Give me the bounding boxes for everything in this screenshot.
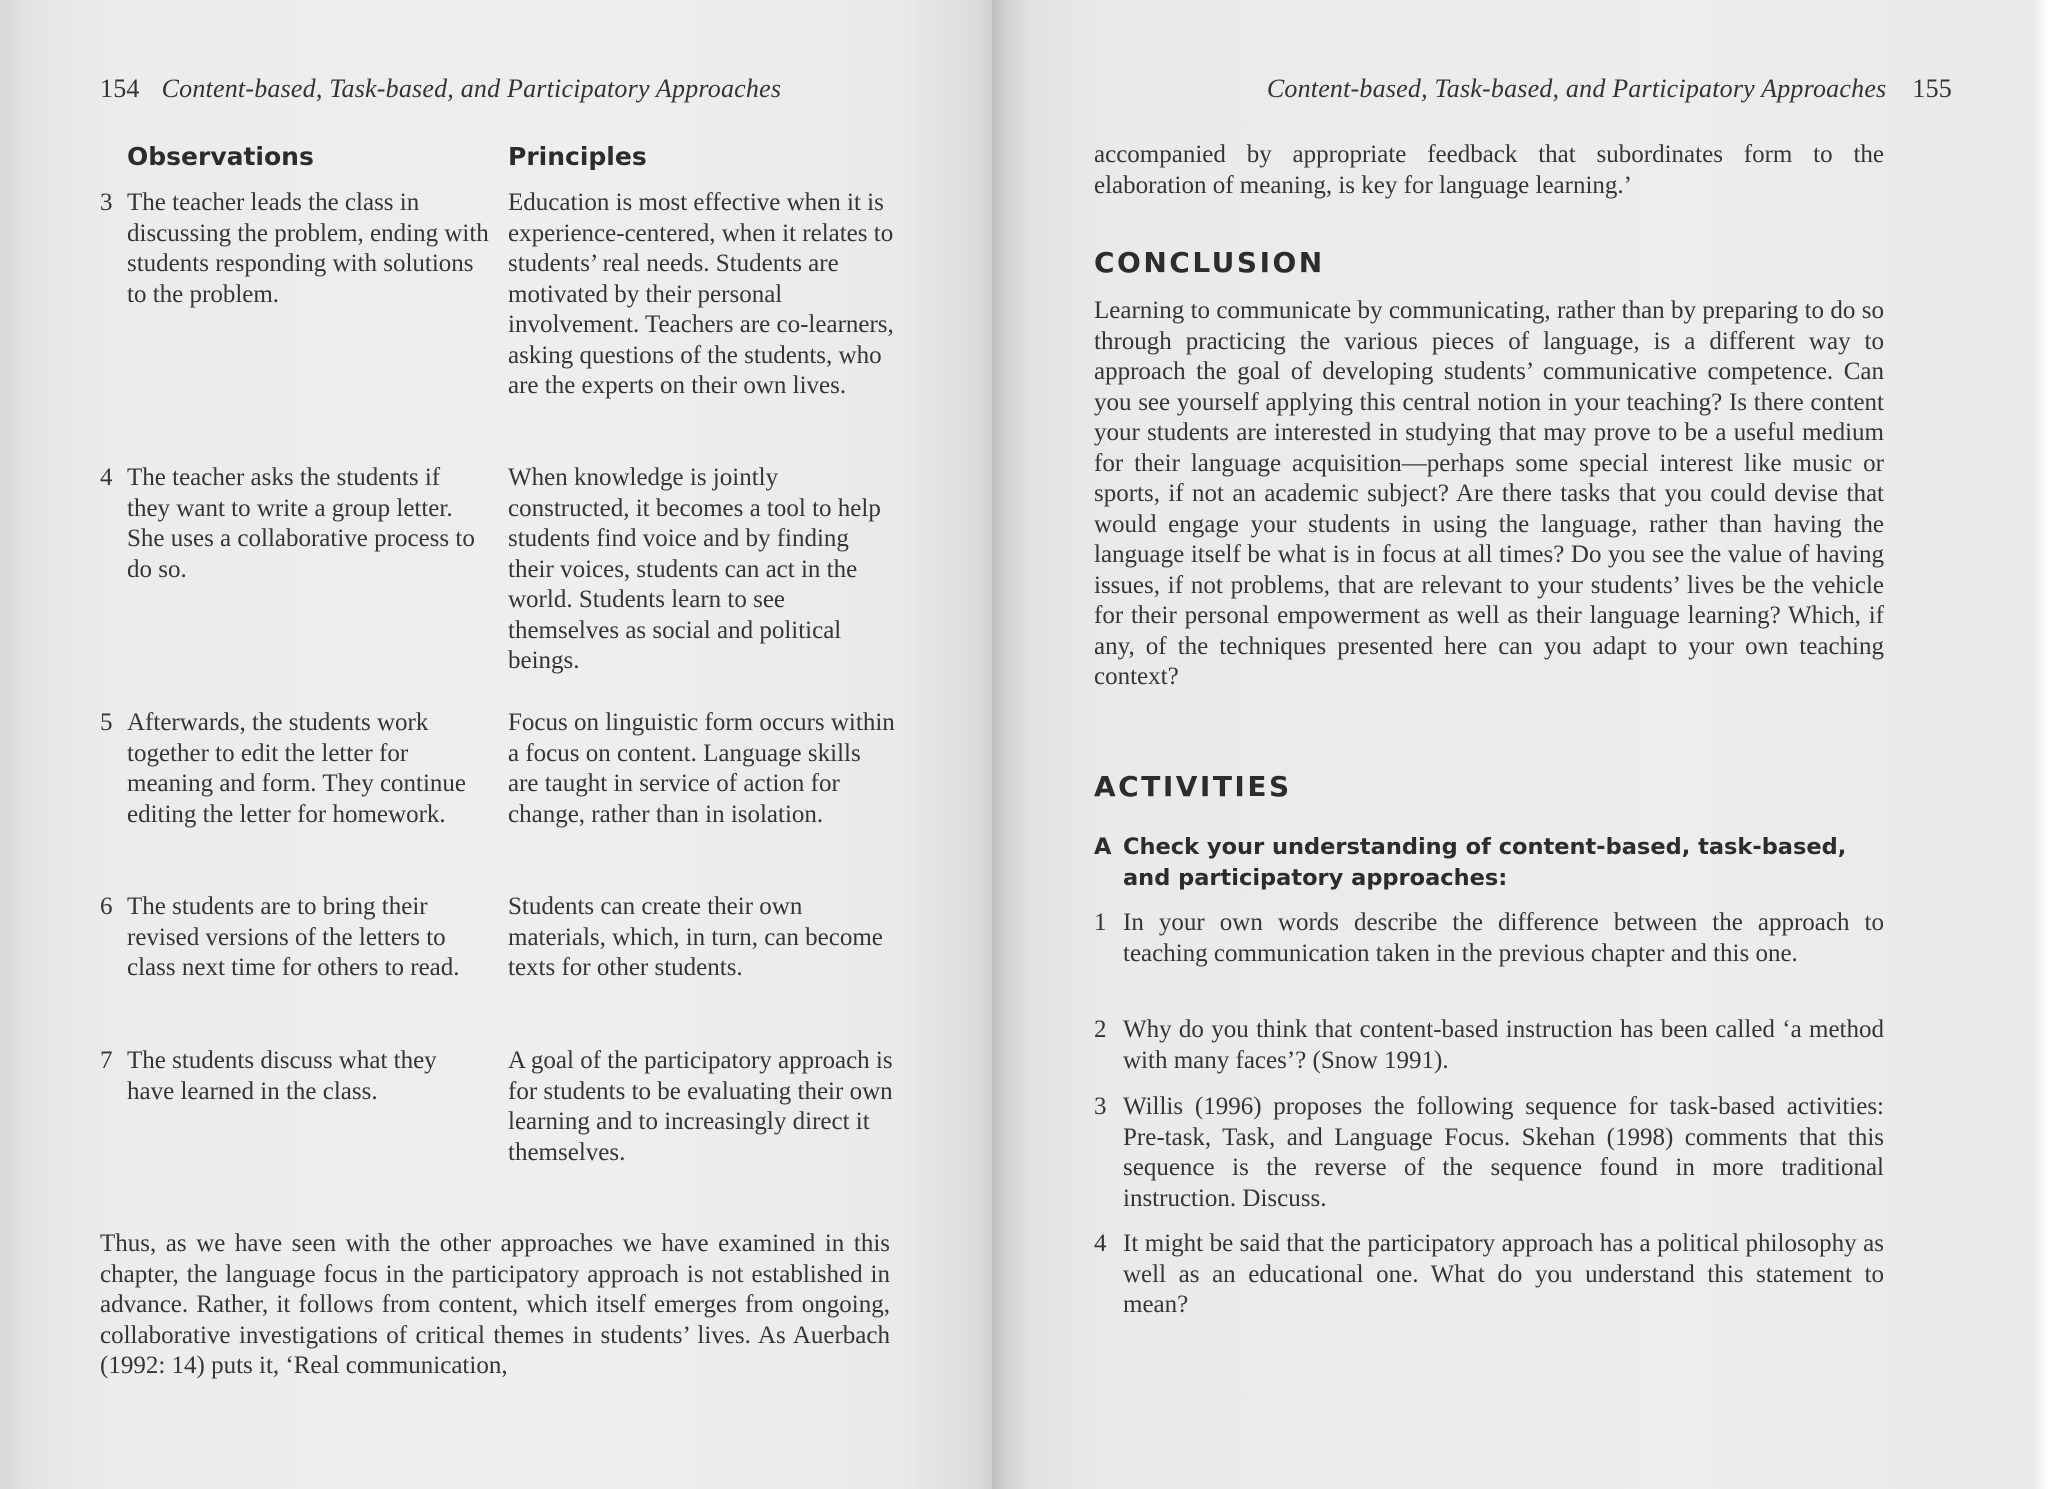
- conclusion-heading: CONCLUSION: [1094, 246, 1325, 279]
- right-running-head: [1267, 74, 1952, 104]
- question-number: 2: [1094, 1016, 1107, 1043]
- principle-text: Students can create their own materials, which, in turn, can become texts for other students.: [508, 893, 883, 981]
- observation-text: The teacher leads the class in discussing the problem, ending with students responding with solutions to the problem.: [127, 189, 489, 308]
- row-number: 4: [100, 464, 113, 491]
- activity-section-a: [1094, 832, 1884, 894]
- observation-text: The students are to bring their revised versions of the letters to class next time for others to read.: [127, 893, 460, 981]
- principle-text: Focus on linguistic form occurs within a focus on content. Language skills are taught in service of action for change, rather than in isolation.: [508, 709, 895, 828]
- question-number: 1: [1094, 909, 1107, 936]
- principles-heading: Principles: [508, 142, 647, 171]
- conclusion-body: Learning to communicate by communicating, rather than by preparing to do so through practicing the various pieces of language, is a different way to approach the goal of developing students’ communicative competence. Can you see yourself applying this central notion in your teaching? Is there content your students are interested in studying that may prove to be a useful medium for their language acquisition—perhaps some special interest like music or sports, if not an academic subject? Are there tasks that you could devise that would engage your students in using the language, rather than having the language itself be what is in focus at all times? Do you see the value of having issues, if not problems, that are relevant to your students’ lives be the vehicle for their personal empowerment as well as their language learning? Which, if any, of the techniques presented here can you adapt to your own teaching context?: [1094, 297, 1884, 690]
- question-number: 4: [1094, 1230, 1107, 1257]
- question-text: In your own words describe the difference between the approach to teaching communication taken in the previous chapter and this one.: [1123, 909, 1884, 967]
- section-letter: A: [1094, 834, 1112, 860]
- observation-text: Afterwards, the students work together to edit the letter for meaning and form. They continue editing the letter for homework.: [127, 709, 467, 828]
- observation-text: The students discuss what they have learned in the class.: [127, 1047, 437, 1105]
- question-number: 3: [1094, 1093, 1107, 1120]
- activities-heading: ACTIVITIES: [1094, 770, 1292, 803]
- continuation-paragraph: accompanied by appropriate feedback that subordinates form to the elaboration of meaning, is key for language learning.’: [1094, 141, 1884, 199]
- observation-text: The teacher asks the students if they want to write a group letter. She uses a collaborative process to do so.: [127, 464, 475, 583]
- question-text: It might be said that the participatory approach has a political philosophy as well as an educational one. What do you understand this statement to mean?: [1123, 1230, 1884, 1318]
- closing-paragraph: Thus, as we have seen with the other approaches we have examined in this chapter, the language focus in the participatory approach is not established in advance. Rather, it follows from content, which itself emerges from ongoing, collaborative investigations of critical themes in students’ lives. As Auerbach (1992: 14) puts it, ‘Real communication,: [100, 1230, 890, 1379]
- left-page: [0, 0, 996, 1489]
- question-item: [1094, 908, 1884, 969]
- question-item: [1094, 1092, 1884, 1214]
- question-text: Why do you think that content-based instruction has been called ‘a method with many faces’? (Snow 1991).: [1123, 1016, 1884, 1074]
- row-number: 7: [100, 1047, 113, 1074]
- right-page-number: 155: [1912, 74, 1952, 103]
- section-title: Check your understanding of content-based, task-based, and participatory approaches:: [1123, 834, 1847, 891]
- row-number: 5: [100, 709, 113, 736]
- left-running-title: Content-based, Task-based, and Participatory Approaches: [161, 74, 782, 103]
- principle-text: When knowledge is jointly constructed, it becomes a tool to help students find voice and by finding their voices, students can act in the world. Students learn to see themselves as social and political beings.: [508, 464, 881, 674]
- left-running-head: [100, 74, 781, 104]
- right-running-title: Content-based, Task-based, and Participatory Approaches: [1266, 74, 1887, 103]
- question-text: Willis (1996) proposes the following sequence for task-based activities: Pre-task, Task, and Language Focus. Skehan (1998) comments that this sequence is the reverse of the sequence found in more traditional instruction. Discuss.: [1123, 1093, 1884, 1212]
- row-number: 3: [100, 189, 113, 216]
- observations-heading: Observations: [127, 142, 314, 171]
- question-item: [1094, 1229, 1884, 1321]
- question-item: [1094, 1015, 1884, 1076]
- principle-text: A goal of the participatory approach is for students to be evaluating their own learning and to increasingly direct it themselves.: [508, 1047, 893, 1166]
- left-page-number: 154: [100, 74, 140, 103]
- row-number: 6: [100, 893, 113, 920]
- principle-text: Education is most effective when it is experience-centered, when it relates to students’ real needs. Students are motivated by their personal involvement. Teachers are co-learners, asking questions of the students, who are the experts on their own lives.: [508, 189, 894, 399]
